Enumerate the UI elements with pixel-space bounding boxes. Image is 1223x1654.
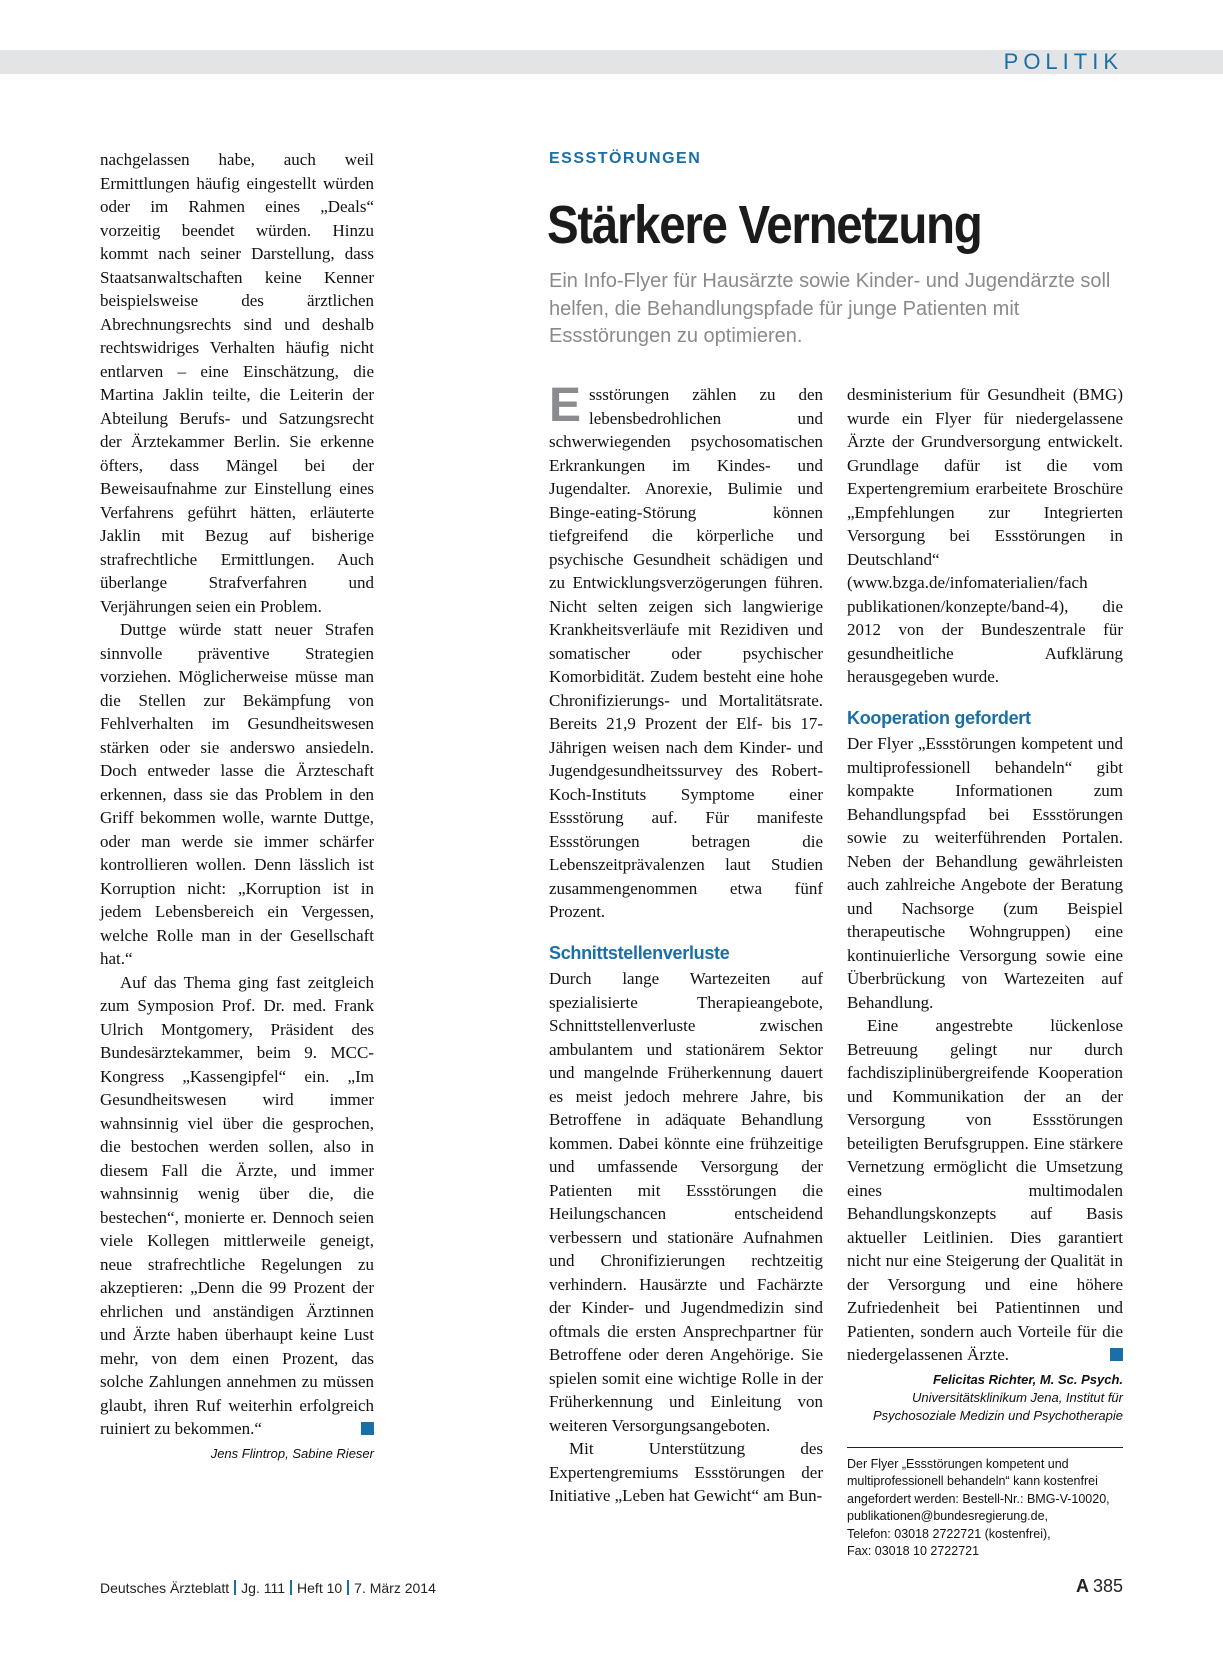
end-mark-icon [1110, 1348, 1123, 1361]
info-line: Der Flyer „Essstörungen kompetent und [847, 1456, 1069, 1471]
info-line: multiprofessionell behandeln“ kann kostenfrei [847, 1474, 1098, 1488]
journal-date: 7. März 2014 [354, 1580, 436, 1596]
info-line: Fax: 03018 10 2722721 [847, 1544, 980, 1558]
info-line: angefordert werden: Bestell-Nr.: BMG-V-10020, [847, 1491, 1110, 1506]
subhead-schnittstellenverluste: Schnittstellenverluste [549, 942, 730, 963]
article-intro-text: ssstörungen zählen zu den lebensbedrohlichen und schwerwiegenden psychosomatischen Erkrankungen im Kindes- und Jugendalter. Anorexie, Bulimie und Binge-eating-Störung können tiefgreifend die körperliche und psychische Gesundheit schädigen und zu Entwicklungsverzögerungen führen. Nicht selten zeigen sich langwierige Krankheitsverläufe mit Rezidiven und somatischer oder psychischer Komorbidität. Zudem besteht eine hohe Chronifizierungs- und Mortalitätsrate. Bereits 21,9 Prozent der Elf- bis 17-Jährigen weisen nach dem Kinder- und Jugendgesundheitssurvey des Robert-Koch-Instituts Symptome einer Essstörung auf. Für manifeste Essstörungen betragen die Lebenszeitprävalenzen laut Studien zusammengenommen etwa fünf Prozent. [549, 385, 823, 921]
section-label: POLITIK [1003, 49, 1123, 74]
page-footer [100, 1580, 436, 1596]
left-column [100, 148, 374, 1463]
dropcap-letter: E [549, 379, 582, 432]
article-paragraph-3-start: Mit Unterstützung des Expertengremiums Essstörungen der Initiative „Leben hat Gewicht“ am Bun- [549, 1439, 823, 1505]
footer-separator [234, 1580, 236, 1595]
left-paragraph-3-text: Auf das Thema ging fast zeitgleich zum Symposion Prof. Dr. med. Frank Ulrich Montgomery, Präsident des Bundesärztekammer, beim 9. MCC-Kongress „Kassengipfel“ ein. „Im Gesundheitswesen wird immer wahnsinnig viel über die gesprochen, die bestochen werden sollen, also in diesem Fall die Ärzte, und immer wahnsinnig wenig über die, die bestechen“, monierte er. Dennoch seien viele Kollegen mittlerweile geneigt, neue strafrechtliche Regelungen zu akzeptieren: „Denn die 99 Prozent der ehrlichen und anständigen Ärztinnen und Ärzte haben überhaupt keine Lust mehr, von dem einen Prozent, das solche Zahlungen annehmen zu müssen glaubt, ihren Ruf weiterhin erfolgreich ruiniert zu bekommen.“ [100, 972, 374, 1438]
subhead-kooperation-gefordert: Kooperation gefordert [847, 707, 1031, 728]
page-number-value: 385 [1092, 1576, 1123, 1596]
author-byline [847, 1371, 1123, 1425]
journal-name: Deutsches Ärzteblatt [100, 1580, 230, 1596]
left-paragraph-1: nachgelassen habe, auch weil Ermittlungen häufig eingestellt würden oder im Rahmen eines „Deals“ vorzeitig beendet würden. Hinzu kommt nach seiner Darstellung, dass Staatsanwaltschaften keine Kenner beispielsweise des ärztlichen Abrechnungsrechts sind und deshalb rechtswidriges Verhalten häufig nicht entlarven – eine Einschätzung, die Martina Jaklin teilte, die Leiterin der Abteilung Berufs- und Satzungsrecht der Ärztekammer Berlin. Sie erkenne öfters, dass Mängel bei der Beweisaufnahme zur Einstellung eines Verfahrens geführt hätten, erläuterte Jaklin mit Bezug auf bisherige strafrechtliche Ermittlungen. Auch überlange Strafverfahren und Verjährungen seien ein Problem. [100, 150, 374, 616]
left-paragraph-3 [100, 971, 374, 1441]
article-paragraph-5-text: Eine angestrebte lückenlose Betreuung gelingt nur durch fachdisziplinübergreifende Kooperation und Kommunikation der an der Versorgung von Essstörungen beteiligten Berufsgruppen. Eine stärkere Vernetzung ermöglicht die Umsetzung eines multimodalen Behandlungskonzepts auf Basis aktueller Leitlinien. Dies garantiert nicht nur eine Steigerung der Qualität in der Versorgung und eine höhere Zufriedenheit bei Patientinnen und Patienten, sondern auch Vorteile für die niedergelassenen Ärzte. [847, 1016, 1123, 1364]
dropcap [549, 379, 583, 432]
page-prefix: A [1075, 1576, 1089, 1596]
left-byline: Jens Flintrop, Sabine Rieser [210, 1445, 374, 1461]
footer-separator [347, 1580, 349, 1595]
end-mark-icon [361, 1422, 374, 1435]
left-paragraph-2: Duttge würde statt neuer Strafen sinnvolle präventive Strategien vorziehen. Möglicherweise müsse man die Stellen zur Bekämpfung von Fehlverhalten im Gesundheitswesen stärken oder sie anderswo ansiedeln. Doch entweder lasse die Ärzteschaft erkennen, dass sie das Problem in den Griff bekommen wolle, warnte Duttge, oder man werde sie immer schärfer kontrollieren wollen. Denn lässlich ist Korruption nicht: „Korruption ist in jedem Lebensbereich ein Vergessen, welche Rolle man in der Gesellschaft hat.“ [100, 620, 374, 968]
article-paragraph-3-continued: desministerium für Gesundheit (BMG) wurde ein Flyer für niedergelassene Ärzte der Grundversorgung entwickelt. Grundlage dafür ist die vom Expertengremium erarbeitete Broschüre „Empfehlungen zur Integrierten Versorgung bei Essstörungen in Deutschland“ (www.bzga.de/infomaterialien/fach publikationen/konzepte/band-4), die 2012 von der Bundeszentrale für gesundheitliche Aufklärung herausgegeben wurde. [847, 385, 1123, 686]
article-lead: Ein Info-Flyer für Hausärzte sowie Kinder- und Jugendärzte soll helfen, die Behandlungspfade für junge Patienten mit Essstörungen zu optimieren. [549, 270, 1111, 347]
article-paragraph-5 [847, 1014, 1123, 1367]
article-kicker: ESSSTÖRUNGEN [549, 150, 702, 167]
journal-issue: Heft 10 [297, 1580, 343, 1596]
article-headline: Stärkere Vernetzung [547, 195, 982, 255]
article-column-2 [847, 383, 1123, 1561]
article-column-1 [549, 379, 823, 1508]
article-paragraph-4: Der Flyer „Essstörungen kompetent und multiprofessionell behandeln“ gibt kompakte Informationen zum Behandlungspfad bei Essstörungen sowie zu weiterführenden Portalen. Neben der Behandlung gewährleisten auch zahlreiche Angebote der Beratung und Nachsorge (zum Beispiel therapeutische Wohngruppen) eine kontinuierliche Versorgung sowie eine Überbrückung von Wartezeiten auf Behandlung. [847, 734, 1123, 1012]
footer-separator [290, 1580, 292, 1595]
article-intro [549, 379, 823, 924]
author-name: Felicitas Richter, M. Sc. Psych. [932, 1371, 1123, 1387]
info-line: publikationen@bundesregierung.de, [847, 1509, 1049, 1523]
page-number [1076, 1576, 1123, 1597]
article-paragraph-2: Durch lange Wartezeiten auf spezialisierte Therapieangebote, Schnittstellenverluste zwischen ambulantem und stationärem Sektor und mangelnde Früherkennung dauert es meist jedoch mehrere Jahre, bis Betroffene in adäquate Behandlung kommen. Dabei könnte eine frühzeitige und umfassende Versorgung der Patienten mit Essstörungen die Heilungschancen entscheidend verbessern und stationäre Aufnahmen und Chronifizierungen rechtzeitig verhindern. Hausärzte und Fachärzte der Kinder- und Jugendmedizin sind oftmals die ersten Ansprechpartner für Betroffene oder deren Angehörige. Sie spielen somit eine wichtige Rolle in der Früherkennung und Einleitung von weiteren Versorgungsangeboten. [549, 969, 823, 1435]
info-line: Telefon: 03018 2722721 (kostenfrei), [847, 1526, 1051, 1541]
author-affiliation: Universitätsklinikum Jena, Institut für Psychosoziale Medizin und Psychotherapie [872, 1389, 1123, 1423]
journal-volume: Jg. 111 [241, 1580, 286, 1596]
flyer-info-box [847, 1447, 1123, 1561]
